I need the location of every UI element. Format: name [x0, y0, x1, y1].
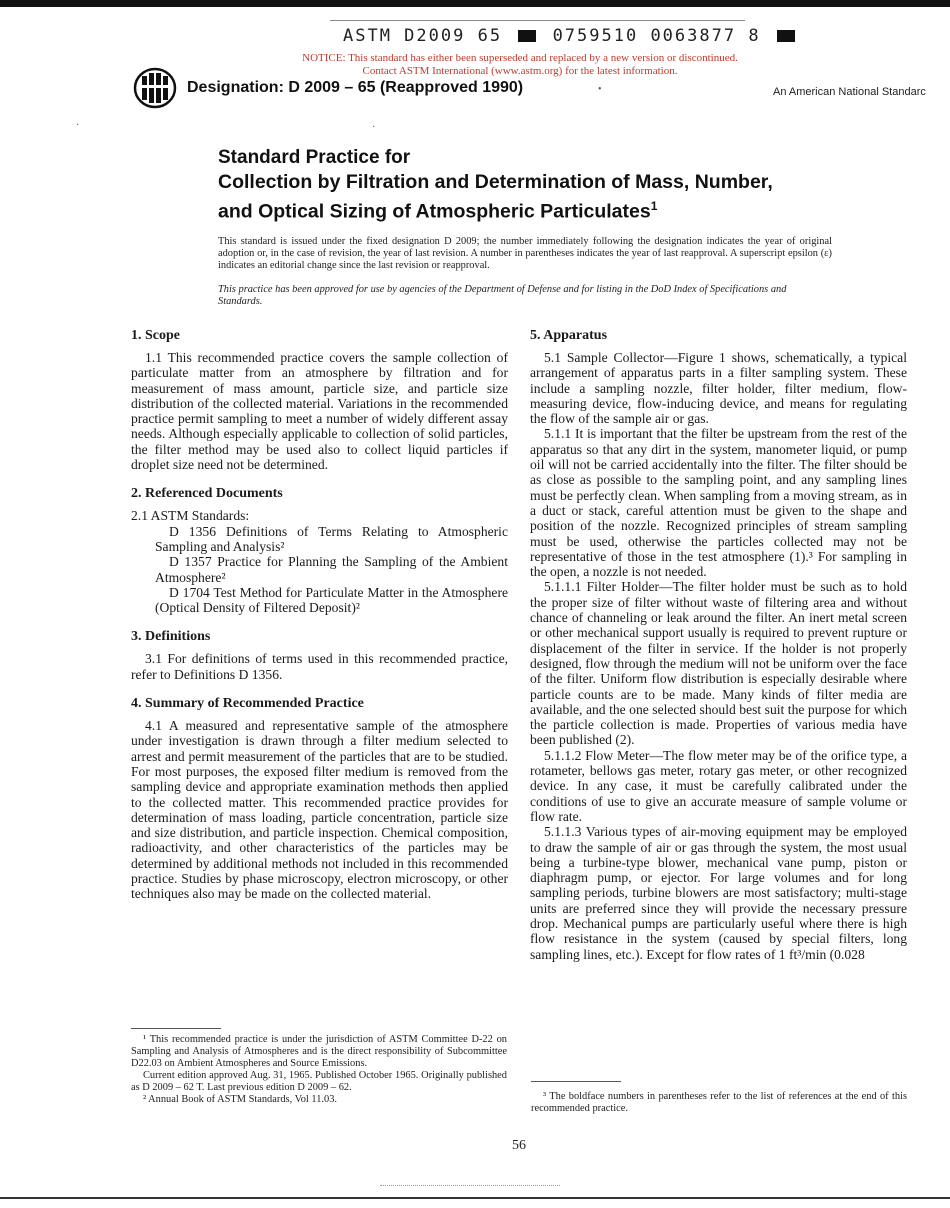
- title-footnote-mark: 1: [650, 199, 658, 213]
- section-referenced-documents: [131, 486, 508, 615]
- reference-item: D 1356 Definitions of Terms Relating to Atmospheric Sampling and Analysis²: [155, 523, 508, 554]
- page-identifier: [343, 26, 799, 46]
- top-border-bar: [0, 0, 950, 7]
- american-national-standard-label: An American National Standarc: [773, 86, 926, 98]
- paragraph: 5.1.1.3 Various types of air-moving equipment may be employed to draw the sample of air or gas through the system, the most usual being a turbine-type blower, mechanical vane pump, piston or diaphragm pump, or ejector. For large volumes and for long sampling periods, turbine blowers are most satisfactory; multi-stage units are preferred since they will provide the necessary pressure drop. Mechanical pumps are particularly useful where there is high flow resistance in the system (caused by special filters, long sampling lines, etc.). Except for flow rates of 1 ft³/min (0.028: [530, 824, 907, 962]
- section-heading: 4. Summary of Recommended Practice: [131, 696, 364, 712]
- right-column: [530, 328, 907, 976]
- section-definitions: [131, 629, 508, 682]
- paragraph: 5.1 Sample Collector—Figure 1 shows, schematically, a typical arrangement of apparatus parts in a filter sampling system. These include a sampling nozzle, filter holder, filter medium, flow-measuring device, flow-inducing device, and means for regulating the flow of the sample air or gas.: [530, 350, 907, 427]
- bottom-border-line: [0, 1197, 950, 1199]
- paragraph: 3.1 For definitions of terms used in this recommended practice, refer to Definitions D 1356.: [131, 651, 508, 682]
- document-title: [218, 146, 858, 224]
- scan-mark: ·: [76, 120, 80, 131]
- paragraph: 5.1.1.2 Flow Meter—The flow meter may be of the orifice type, a rotameter, bellows gas meter, rotary gas meter, or other recognized device. In any case, it must be carefully calibrated under the conditions of use to give an accurate measure of sample volume or flow rate.: [530, 747, 907, 824]
- notice-line-1: NOTICE: This standard has either been superseded and replaced by a new version or discontinued.: [302, 52, 738, 64]
- reference-item: D 1704 Test Method for Particulate Matter in the Atmosphere (Optical Density of Filtered Deposit)²: [155, 584, 508, 616]
- paragraph: 5.1.1.1 Filter Holder—The filter holder must be such as to hold the proper size of filter without waste of filtering area and without chance of channeling or leak around the filter. An inert metal screen or other mechanical support usually is required to prevent rupture or displacement of the filter in service. If the holder is not properly designed, flow through the medium will not be uniform over the face of the filter. Uniform flow distribution is especially desirable where particle counts are to be made. Many kinds of filter media are available, and the one selected should best suit the purpose for which the particle collection is made. Properties of various media have been published (2).: [530, 579, 907, 748]
- left-column: [131, 328, 508, 916]
- page-number: 56: [512, 1138, 526, 1153]
- section-heading: 3. Definitions: [131, 629, 211, 645]
- footnote: Current edition approved Aug. 31, 1965. Published October 1965. Originally published as D 2009 – 62 T. Last previous edition D 2009 – 62.: [131, 1070, 507, 1093]
- title-line-3: and Optical Sizing of Atmospheric Particulates: [218, 200, 651, 223]
- issued-statement: This standard is issued under the fixed designation D 2009; the number immediately following the designation indicates the year of original adoption or, in the case of revision, the year of last revision. A number in parentheses indicates the year of last reapproval. A superscript epsilon (ε) indicates an editorial change since the last revision or reapproval.: [218, 236, 832, 271]
- section-scope: [131, 328, 508, 472]
- paragraph: 1.1 This recommended practice covers the sample collection of particulate matter from an atmosphere by filtration and for measurement of mass amount, particle size, and particle size distribution of the collected material. Variations in the recommended practice permit sampling to meet a number of widely different assay needs. Although especially applicable to collection of solid particles, the filter method may be used also to collect liquid particles if droplet size need not be determined.: [131, 350, 508, 473]
- section-heading: 5. Apparatus: [530, 328, 608, 343]
- page-id-text: ASTM D2009 65: [343, 26, 503, 46]
- reference-item: D 1357 Practice for Planning the Sampling of the Ambient Atmosphere²: [155, 554, 508, 585]
- footnote-rule: [531, 1081, 621, 1082]
- paragraph: 2.1 ASTM Standards:: [131, 508, 250, 524]
- approval-statement: This practice has been approved for use by agencies of the Department of Defense and for listing in the DoD Index of Specifications and Standards.: [218, 284, 787, 307]
- scan-mark: ·: [372, 122, 376, 133]
- paragraph: 4.1 A measured and representative sample of the atmosphere under investigation is drawn through a filter medium selected to arrest and permit measurement of the particles that are to be studied. For most purposes, the exposed filter medium is removed from the sampling device and appropriate examination methods then applied to the collected matter. This recommended practice provides for determination of mass loading, particle concentration, particle size and size distribution, and particle inspection. Chemical composition, radioactivity, and other characteristics of the particles may be determined by additional methods not included in this recommended practice. Studies by phase microscopy, electron microscopy, or other techniques also may be made on the collected material.: [131, 718, 508, 902]
- footnote: ² Annual Book of ASTM Standards, Vol 11.03.: [143, 1094, 338, 1105]
- section-summary: [131, 696, 508, 902]
- section-heading: 1. Scope: [131, 328, 180, 343]
- footnote-rule: [131, 1028, 221, 1029]
- page-id-code: 0759510 0063877 8: [552, 26, 761, 46]
- astm-logo-icon: [133, 67, 177, 109]
- barcode-block-icon: [777, 30, 795, 42]
- designation: Designation: D 2009 – 65 (Reapproved 1990): [187, 79, 524, 96]
- section-apparatus: [530, 328, 907, 962]
- header-rule: [330, 20, 745, 21]
- footnote: ³ The boldface numbers in parentheses refer to the list of references at the end of this recommended practice.: [531, 1091, 907, 1114]
- scan-mark: •: [598, 84, 602, 95]
- paragraph: 5.1.1 It is important that the filter be upstream from the rest of the apparatus so that any dirt in the system, manometer liquid, or pump oil will not be carried accidentally into the filter. The filter should be as close as possible to the sampling point, and any sampling lines must be perfectly clean. When sampling from a moving stream, as in a duct or stack, careful attention must be given to the shape and position of the nozzle. Recognized principles of stream sampling must be used, otherwise the particles collected may not be representative of those in the test atmosphere (1).³ For sampling in the open, a nozzle is not needed.: [530, 426, 907, 580]
- notice-line-2: Contact ASTM International (www.astm.org) for the latest information.: [362, 65, 678, 77]
- bottom-dotted-rule: [380, 1185, 560, 1186]
- footnote: ¹ This recommended practice is under the jurisdiction of ASTM Committee D-22 on Sampling and Analysis of Atmospheres and is the direct responsibility of Subcommittee D22.03 on Ambient Atmospheres and Source Emissions.: [131, 1034, 507, 1069]
- right-footnotes: [531, 1091, 907, 1115]
- left-footnotes: [131, 1034, 507, 1106]
- title-line-1: Standard Practice for: [218, 147, 411, 168]
- title-line-2: Collection by Filtration and Determination of Mass, Number,: [218, 171, 773, 193]
- section-heading: 2. Referenced Documents: [131, 486, 283, 502]
- barcode-block-icon: [518, 30, 536, 42]
